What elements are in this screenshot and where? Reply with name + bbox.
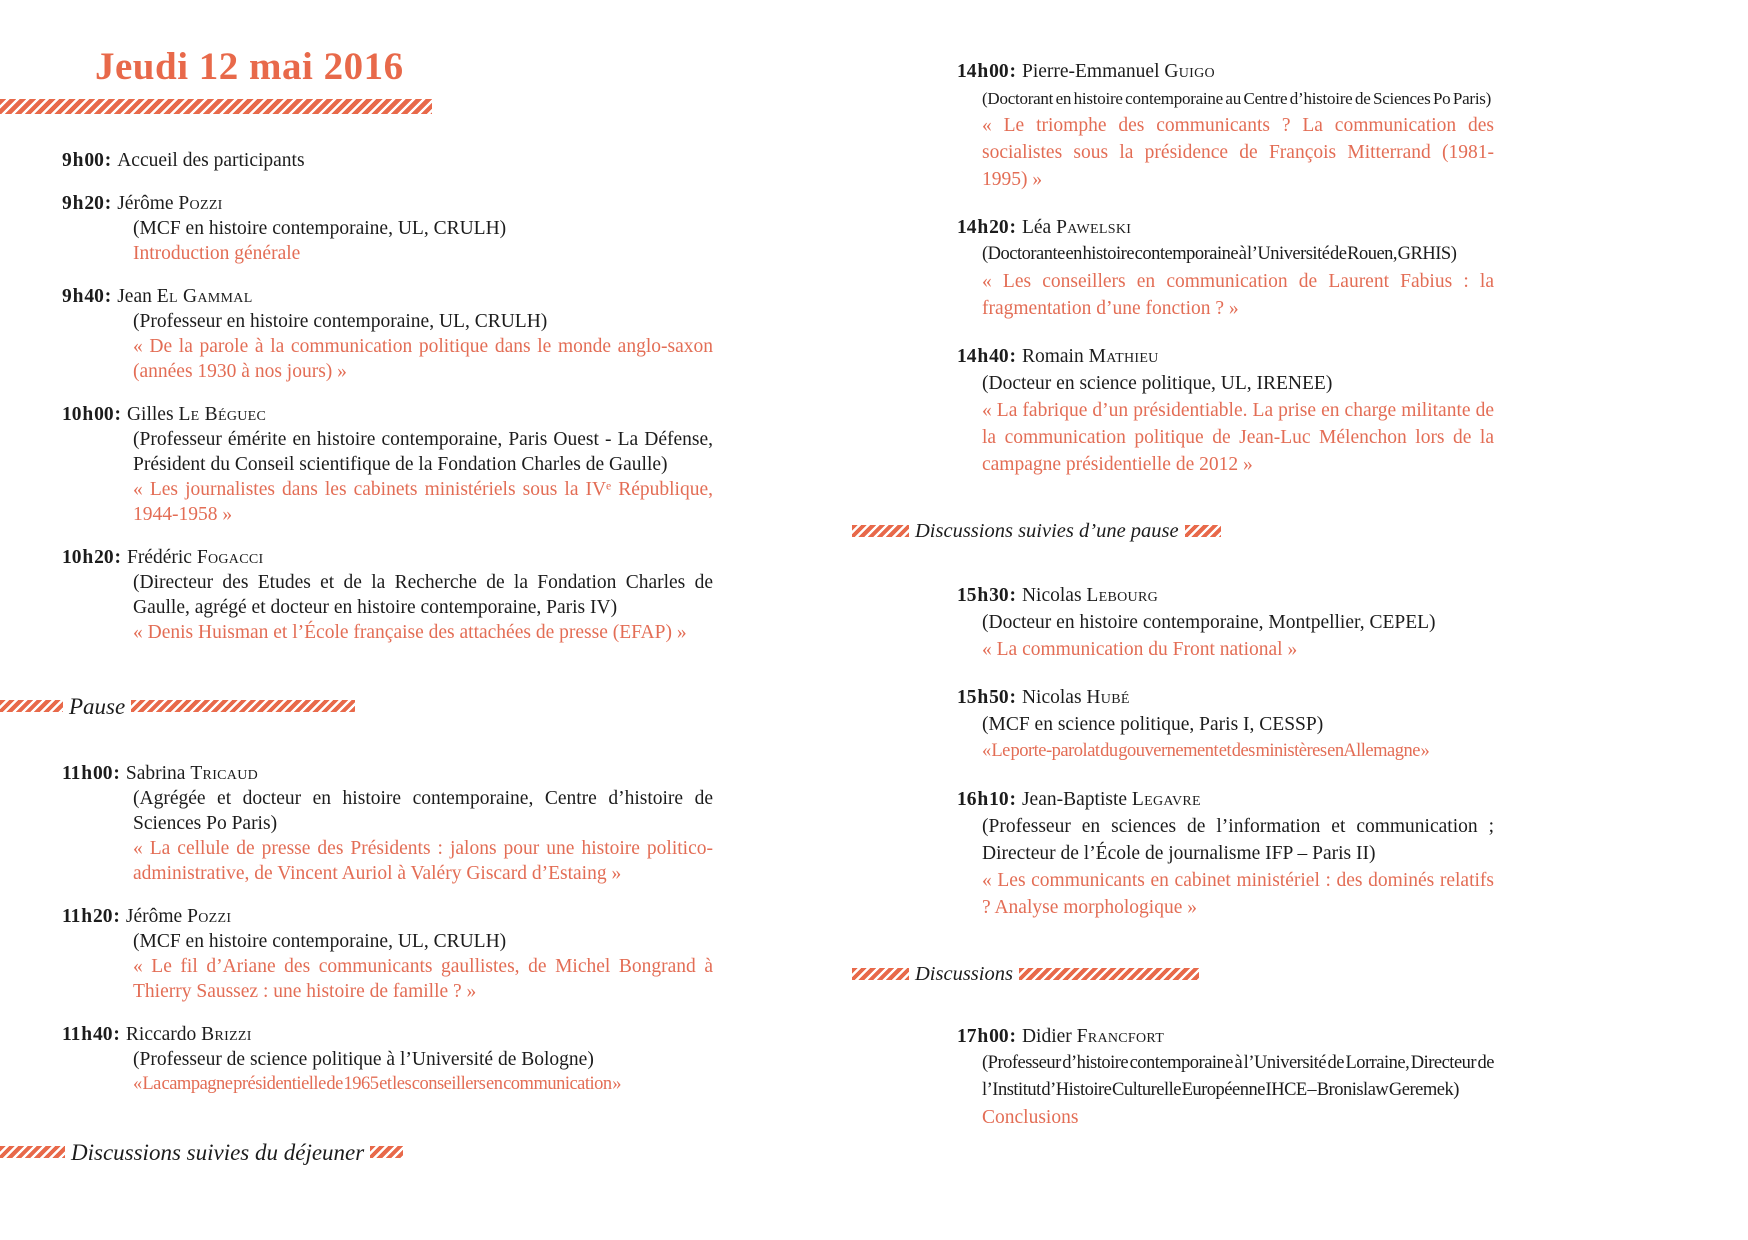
speaker-first-name: Jean (117, 286, 157, 307)
speaker-last-name: Pozzi (187, 906, 232, 927)
speaker-affiliation: (Professeur en sciences de l’information et communication ; Directeur de l’École de journalisme IFP – Paris II) (982, 816, 1494, 864)
hatch-line (0, 700, 63, 712)
entry-heading (62, 284, 713, 309)
entry-heading (957, 582, 1494, 609)
speaker-first-name: Romain (1021, 346, 1089, 367)
talk-title: Conclusions (982, 1107, 1079, 1128)
entry-heading (62, 1022, 713, 1047)
entry-time: 9 h 40 : (62, 286, 112, 307)
section-divider (852, 963, 1494, 985)
schedule-column-right (915, 58, 1494, 1152)
speaker-affiliation: (MCF en histoire contemporaine, UL, CRULH) (133, 218, 507, 239)
speaker-affiliation: (Professeur en histoire contemporaine, UL, CRULH) (133, 311, 548, 332)
speaker-name (1022, 346, 1159, 367)
speaker-first-name: Nicolas (1021, 585, 1087, 606)
schedule-entry (62, 402, 713, 527)
schedule-entry (62, 191, 713, 266)
entry-text: Accueil des participants (117, 150, 305, 171)
schedule-entry (957, 684, 1494, 765)
speaker-name (1022, 789, 1201, 810)
talk-title: « Le porte-parolat du gouvernement et des ministères en Allemagne » (982, 741, 1430, 761)
speaker-first-name: Riccardo (125, 1024, 202, 1045)
schedule-entry (62, 904, 713, 1004)
hatch-line (131, 700, 355, 712)
entry-time: 11 h 40 : (62, 1024, 120, 1045)
hatch-line (1019, 968, 1199, 980)
entry-time: 14 h 40 : (957, 346, 1016, 367)
section-divider (0, 1141, 713, 1163)
speaker-last-name: Pozzi (178, 193, 223, 214)
entry-time: 14 h 20 : (957, 217, 1016, 238)
entry-heading (957, 1023, 1494, 1050)
speaker-affiliation: (Directeur des Etudes et de la Recherche de la Fondation Charles de Gaulle, agrégé et docteur en histoire contemporaine, Paris IV) (133, 572, 713, 618)
schedule-entry (62, 761, 713, 886)
speaker-last-name: Fogacci (196, 547, 264, 568)
schedule-entry (62, 284, 713, 384)
talk-title: « La fabrique d’un présidentiable. La prise en charge militante de la communication politique de Jean-Luc Mélenchon lors de la campagne présidentielle de 2012 » (982, 400, 1494, 475)
talk-title: « Les journalistes dans les cabinets ministériels sous la IVᵉ République, 1944-1958 » (133, 479, 713, 525)
speaker-affiliation: (Professeur émérite en histoire contemporaine, Paris Ouest - La Défense, Président du Conseil scientifique de la Fondation Charles de Gaulle) (133, 429, 713, 475)
speaker-first-name: Jean-Baptiste (1021, 789, 1132, 810)
hatch-line (852, 968, 909, 980)
speaker-affiliation: (Doctorant en histoire contemporaine au Centre d’histoire de Sciences Po Paris) (982, 89, 1492, 108)
entry-time: 15 h 30 : (957, 585, 1016, 606)
entry-time: 9 h 00 : (62, 150, 112, 171)
schedule-entry (957, 58, 1494, 193)
talk-title: « La communication du Front national » (982, 639, 1298, 660)
speaker-first-name: Sabrina (125, 763, 191, 784)
entry-heading (957, 786, 1494, 813)
entry-heading (957, 58, 1494, 85)
talk-title: « Le triomphe des communicants ? La communication des socialistes sous la présidence de François Mitterrand (1981-1995) » (982, 115, 1494, 190)
speaker-name (127, 547, 263, 568)
divider-label: Discussions suivies du déjeuner (71, 1139, 365, 1165)
entry-heading (62, 761, 713, 786)
schedule-entry (957, 786, 1494, 921)
speaker-name (1022, 585, 1158, 606)
schedule-entry (957, 582, 1494, 663)
section-divider (0, 695, 713, 717)
speaker-affiliation: (Professeur de science politique à l’Université de Bologne) (133, 1049, 594, 1070)
entry-time: 11 h 20 : (62, 906, 120, 927)
entry-time: 9 h 20 : (62, 193, 112, 214)
speaker-last-name: Le Béguec (178, 404, 267, 425)
speaker-name (127, 404, 266, 425)
speaker-last-name: Lebourg (1086, 585, 1158, 606)
divider-label: Discussions (915, 962, 1013, 985)
talk-title: « De la parole à la communication politique dans le monde anglo-saxon (années 1930 à nos jours) » (133, 336, 713, 382)
speaker-last-name: Mathieu (1088, 346, 1159, 367)
speaker-last-name: Pawelski (1056, 217, 1132, 238)
speaker-name (126, 906, 231, 927)
talk-title: « Les conseillers en communication de Laurent Fabius : la fragmentation d’une fonction ? » (982, 271, 1494, 319)
speaker-affiliation: (MCF en histoire contemporaine, UL, CRULH) (133, 931, 507, 952)
schedule-column-left (62, 148, 713, 1163)
talk-title: « Le fil d’Ariane des communicants gaullistes, de Michel Bongrand à Thierry Saussez : une histoire de famille ? » (133, 956, 713, 1002)
divider-label: Discussions suivies d’une pause (915, 519, 1179, 542)
speaker-last-name: Legavre (1131, 789, 1201, 810)
talk-title: « Les communicants en cabinet ministériel : des dominés relatifs ? Analyse morphologique » (982, 870, 1494, 918)
speaker-name (126, 763, 258, 784)
speaker-last-name: Tricaud (190, 763, 259, 784)
entry-heading (957, 214, 1494, 241)
speaker-affiliation: (Doctorante en histoire contemporaine à l’Université de Rouen, GRHIS) (982, 244, 1457, 264)
entry-heading (62, 402, 713, 427)
entry-time: 16 h 10 : (957, 789, 1016, 810)
speaker-last-name: Francfort (1076, 1026, 1165, 1047)
speaker-first-name: Gilles (126, 404, 179, 425)
speaker-first-name: Léa (1021, 217, 1057, 238)
entry-heading (62, 545, 713, 570)
talk-title: « La cellule de presse des Présidents : jalons pour une histoire politico-administrative, de Vincent Auriol à Valéry Giscard d’Estaing » (133, 838, 713, 884)
speaker-first-name: Didier (1021, 1026, 1077, 1047)
talk-title: « Denis Huisman et l’École française des attachées de presse (EFAP) » (133, 622, 687, 643)
speaker-affiliation: (Docteur en science politique, UL, IRENEE) (982, 373, 1333, 394)
divider-label: Pause (69, 693, 126, 719)
speaker-name (117, 286, 252, 307)
speaker-first-name: Jérôme (125, 906, 188, 927)
speaker-affiliation: (Docteur en histoire contemporaine, Montpellier, CEPEL) (982, 612, 1436, 633)
entry-time: 17 h 00 : (957, 1026, 1016, 1047)
entry-heading (62, 191, 713, 216)
entry-heading (957, 684, 1494, 711)
speaker-name (1022, 217, 1131, 238)
speaker-name (1022, 1026, 1164, 1047)
hatch-line (852, 525, 909, 537)
talk-title: « La campagne présidentielle de 1965 et les conseillers en communication » (133, 1074, 622, 1094)
speaker-affiliation: (Professeur d’histoire contemporaine à l’Université de Lorraine, Directeur de l’Institut d’Histoire Culturelle Européenne IHCE – Bronislaw Geremek) (982, 1053, 1494, 1100)
talk-title: Introduction générale (133, 243, 301, 264)
entry-time: 14 h 00 : (957, 61, 1016, 82)
schedule-entry (62, 148, 713, 173)
speaker-first-name: Jérôme (117, 193, 179, 214)
title-hatch-band (0, 99, 432, 114)
speaker-affiliation: (MCF en science politique, Paris I, CESSP) (982, 714, 1324, 735)
entry-time: 11 h 00 : (62, 763, 120, 784)
hatch-line (0, 1146, 65, 1158)
schedule-entry (957, 343, 1494, 478)
entry-time: 10 h 00 : (62, 404, 121, 425)
speaker-first-name: Frédéric (126, 547, 197, 568)
speaker-name (1022, 61, 1215, 82)
entry-time: 10 h 20 : (62, 547, 121, 568)
hatch-line (370, 1146, 403, 1158)
speaker-first-name: Nicolas (1021, 687, 1087, 708)
speaker-name (126, 1024, 252, 1045)
schedule-entry (62, 545, 713, 645)
speaker-last-name: Brizzi (201, 1024, 252, 1045)
page-title: Jeudi 12 mai 2016 (95, 45, 404, 88)
schedule-entry (957, 1023, 1494, 1131)
speaker-name (117, 193, 222, 214)
speaker-first-name: Pierre-Emmanuel (1021, 61, 1165, 82)
section-divider (852, 520, 1494, 542)
speaker-name (1022, 687, 1130, 708)
entry-time: 15 h 50 : (957, 687, 1016, 708)
speaker-last-name: El Gammal (156, 286, 253, 307)
entry-heading (957, 343, 1494, 370)
entry-heading (62, 148, 713, 173)
entry-heading (62, 904, 713, 929)
speaker-last-name: Guigo (1164, 61, 1215, 82)
speaker-affiliation: (Agrégée et docteur en histoire contemporaine, Centre d’histoire de Sciences Po Paris) (133, 788, 713, 834)
hatch-line (1185, 525, 1221, 537)
schedule-entry (957, 214, 1494, 322)
schedule-entry (62, 1022, 713, 1097)
speaker-last-name: Hubé (1086, 687, 1130, 708)
